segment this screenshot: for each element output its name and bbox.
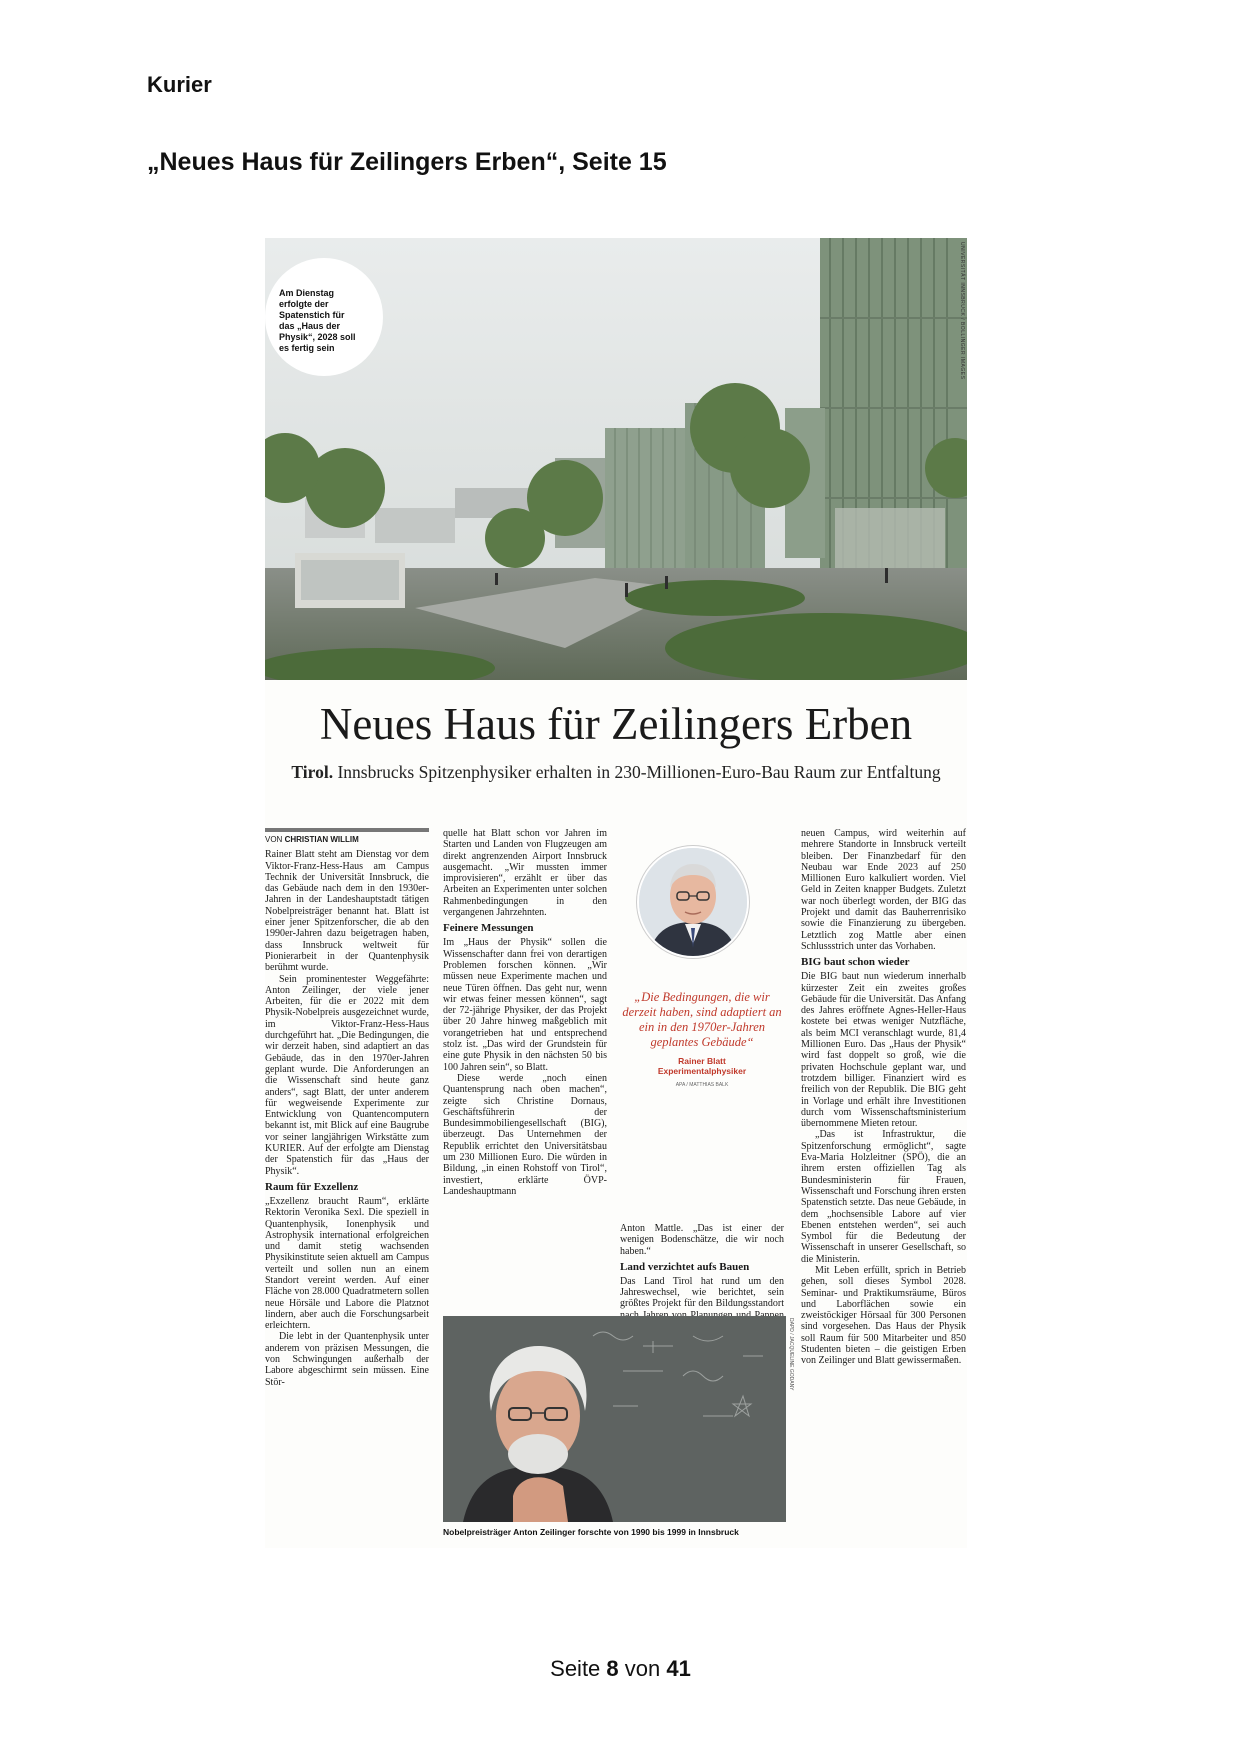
paragraph: Mit Leben erfüllt, sprich in Betrieb gehen, soll dieses Symbol 2028. Seminar- und Praktikumsräume, Büros und Laborflächen sowie ein zweistöckiger Hörsaal für 300 Personen sind vorgesehen. Das Haus der Physik soll Raum für 500 Mitarbeiter und 850 Studenten bieten – die geistigen Erben von Zeilinger und Blatt gewissermaßen. [801, 1264, 966, 1367]
paragraph: Rainer Blatt steht am Dienstag vor dem Viktor-Franz-Hess-Haus am Campus Technik der Universität Innsbruck, die das Gebäude nach dem in den 1930er-Jahren in der Landeshauptstadt tätigen Nobelpreisträger benannt hat. Blatt ist einer jener Spitzenforscher, die ab den 1990er-Jahren dazu beigetragen haben, dass Innsbruck weltweit für Pionierarbeit in der Quantenphysik berühmt wurde. [265, 849, 429, 974]
photo-credit-zeilinger: DAPD / JACQUELINE GODANY [788, 1318, 794, 1391]
page-total: 41 [666, 1656, 691, 1681]
paragraph: quelle hat Blatt schon vor Jahren im Starten und Landen von Flugzeugen am direkt angrenzenden Airport Innsbruck ausgemacht. „Wir mussten immer improvisieren“, erzählt er über das Arbeiten an Experimenten unter solchen Rahmenbedingungen in den vergangenen Jahrzehnten. [443, 828, 607, 919]
paragraph: „Das ist Infrastruktur, die Spitzenforschung ermöglicht“, sagte Eva-Maria Holzleitner (SPÖ), die an ihrem ersten offiziellen Tag als Bundesministerin für Frauen, Wissenschaft und Forschung ihren ersten Spatenstich setzte. Das neue Gebäude, in dem „hochsensible Labore auf vier Ebenen entstehen werden“, sei auch Symbol für die Bedeutung der Wissenschaft in unserer Gesellschaft, so die Ministerin. [801, 1129, 966, 1265]
page-footer: Seite 8 von 41 [550, 1656, 691, 1681]
hero-rendering-image [265, 238, 967, 680]
paragraph: Das Land Tirol hat rund um den Jahreswechsel, wie berichtet, sein größtes Projekt für den Bildungsstandort [620, 1275, 784, 1310]
document-title: „Neues Haus für Zeilingers Erben“, Seite 15 [147, 148, 667, 176]
paragraph: Die lebt in der Quantenphysik unter anderem von präzisen Messungen, die von Schwingungen außerhalb der Labore abgeschirmt sein müssen. Eine Stör- [265, 1331, 429, 1388]
paragraph: Anton Mattle. „Das ist einer der wenigen Bodenschätze, die wir noch haben.“ [620, 1223, 784, 1257]
pull-quote-name: Rainer Blatt [678, 1056, 726, 1066]
article-column-2 [443, 828, 607, 1197]
newspaper-clipping [265, 238, 967, 1548]
photo-zeilinger [443, 1316, 786, 1522]
subheading: Feinere Messungen [443, 922, 534, 935]
article-column-4 [801, 828, 966, 1367]
paragraph: Die BIG baut nun wiederum innerhalb kürzester Zeit ein zweites großes Gebäude für die Universität. Das Anfang des Jahres eröffnete Agnes-Heller-Haus kostete bei etwas weniger Nutzfläche, als beim MCI veranschlagt wurde, 81,4 Millionen Euro. Das „Haus der Physik“ wird fast doppelt so groß, wie die privaten Hochschule geplant war, und trotzdem billiger. Finanziert wird es freilich von der Republik. Die BIG geht in Vorlage und erhält ihre Investitionen durch vom Wissenschaftsministerium übernommene Mieten retour. [801, 971, 966, 1130]
hero-caption-badge: Am Dienstag erfolgte der Spatenstich für das „Haus der Physik“, 2028 soll es fertig sein [265, 258, 383, 376]
subline-text: Innsbrucks Spitzenphysiker erhalten in 230-Millionen-Euro-Bau Raum zur Entfaltung [333, 762, 941, 782]
byline: VON CHRISTIAN WILLIM [265, 828, 429, 845]
subheading: Land verzichtet aufs Bauen [620, 1260, 750, 1273]
paragraph: Sein prominentester Weggefährte: Anton Zeilinger, der viele jener Arbeiten, für die er 2022 mit dem Physik-Nobelpreis ausgezeichnet wurde, im Viktor-Franz-Hess-Haus durchgeführt hat. „Die Bedingungen, die wir derzeit haben, sind adaptiert an das Gebäude, das in den 1970er-Jahren geplant wurde. Die Anforderungen an die Wissenschaft sind heute ganz anders“, sagt Blatt, der unter anderem für wegweisende Experimente zur Entwicklung von Quantencomputern bekannt ist, mit Blick auf eine Baugrube vor seiner langjährigen Wirkstätte zum KURIER. Auf der erfolgte am Dienstag der Spatenstich für das „Haus der Physik“. [265, 973, 429, 1177]
document-source: Kurier [147, 72, 212, 97]
article-subline [265, 762, 967, 783]
article-headline: Neues Haus für Zeilingers Erben [319, 699, 913, 749]
pull-quote-text: „Die Bedingungen, die wir derzeit haben, sind adaptiert an ein in den 1970er-Jahren geplantes Gebäude“ [622, 990, 782, 1049]
pull-quote-role: Experimentalphysiker [657, 1066, 747, 1076]
subheading: Raum für Exzellenz [265, 1180, 359, 1193]
page-number: 8 [606, 1656, 619, 1681]
pull-quote-photo-credit: APA / MATTHIAS BALK [675, 1082, 729, 1088]
photo-caption-zeilinger: Nobelpreisträger Anton Zeilinger forschte von 1990 bis 1999 in Innsbruck [443, 1527, 739, 1537]
paragraph: „Exzellenz braucht Raum“, erklärte Rektorin Veronika Sexl. Die speziell in Quantenphysik, Ionenphysik und Astrophysik international erfolgreichen und damit stetig wachsenden Physikinstitute seien aktuell am Campus verteilt und sollen nun an einem Standort vereint werden. Auf einer Fläche von 28.000 Quadratmetern sollen neue Hörsäle und Labore die Platznot lindern, aber auch die Forschungsarbeit erleichtern. [265, 1195, 429, 1332]
pull-quote [620, 990, 784, 1093]
paragraph: neuen Campus, wird weiterhin auf mehrere Standorte in Innsbruck verteilt bleiben. Der Finanzbedarf für den Neubau war Ende 2023 auf 250 Millionen Euro kalkuliert worden. Viel Geld in Zeiten knapper Budgets. Zuletzt war noch überlegt worden, der BIG das Projekt und damit das Bauherrenrisiko sowie die Finanzierung zu übergeben. Letztlich zog Mattle aber einen Schlussstrich unter das Vorhaben. [801, 828, 966, 952]
article-column-1 [265, 828, 429, 1388]
subheading: BIG baut schon wieder [801, 956, 910, 969]
paragraph: Diese werde „noch einen Quantensprung nach oben machen“, zeigte sich Christine Dornaus, Geschäftsführerin der Bundesimmobiliengesellschaft (BIG), überzeugt. Das Unternehmen der Republik errichtet den Universitätsbau um 230 Millionen Euro. Die würden in Bildung, „in einen Rohstoff von Tirol“, investiert, erklärte ÖVP-Landeshauptmann [443, 1072, 607, 1197]
subline-region: Tirol. [291, 762, 334, 782]
portrait-photo-blatt [637, 846, 749, 958]
hero-photo-credit: UNIVERSITÄT INNSBRUCK / BOLLINGER IMAGES [959, 242, 965, 380]
paragraph: Im „Haus der Physik“ sollen die Wissenschafter dann frei von derartigen Problemen forschen können. „Wir müssen neue Experimente machen und neue Türen öffnen. Das geht nur, wenn wir etwas feiner messen können“, sagt der 72-jährige Physiker, der das Projekt über 20 Jahre hinweg maßgeblich mit vorangetrieben hat und entsprechend stolz ist. „Das wird der Grundstein für eine gute Physik in den nächsten 50 bis 100 Jahren sein“, so Blatt. [443, 937, 607, 1073]
